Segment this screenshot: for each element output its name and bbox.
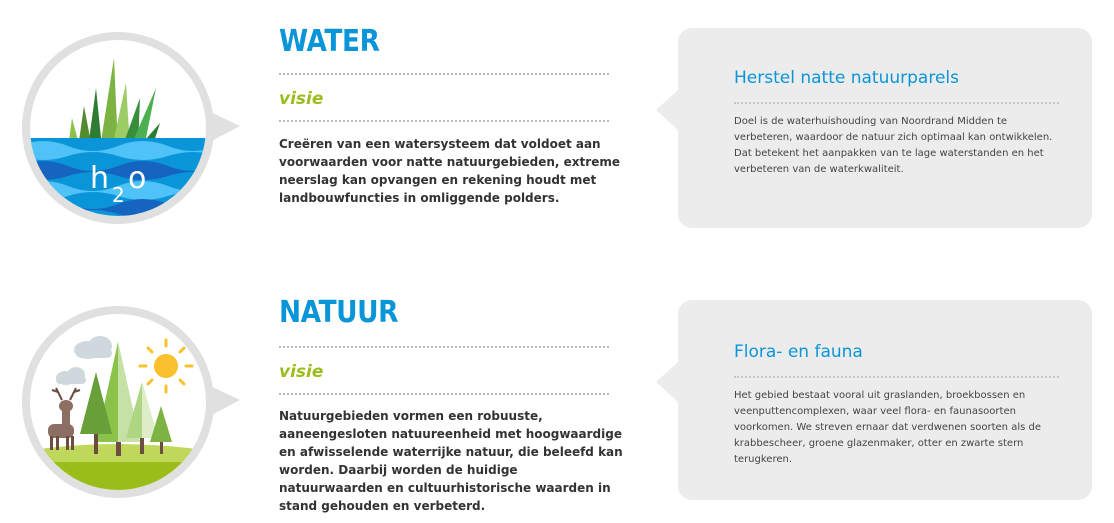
card-text-natuur: Het gebied bestaat vooral uit graslanden, broekbossen en veenputtencomplexen, waar veel flora- en faunasoorten voorkomen. We streven ernaar dat verdwenen soorten als de krabbescheer, groene glazenmaker, otter en zwarte stern terugkeren. — [734, 390, 1041, 465]
title-divider — [279, 346, 609, 348]
section-title-water: WATER — [279, 24, 380, 59]
visie-label-natuur: visie — [279, 362, 324, 382]
h2o-letter-2: 2 — [112, 183, 125, 207]
flora-fauna-card — [678, 300, 1092, 500]
natuur-vision-text: Natuurgebieden vormen een robuuste, aaneengesloten natuureenheid met hoogwaardige en afwisselende waterrijke natuur, die beleefd kan worden. Daarbij worden de huidige natuurwaarden en cultuurhistorische waarden in stand gehouden en verbeterd. — [279, 409, 623, 513]
water-vision-text: Creëren van een watersysteem dat voldoet aan voorwaarden voor natte natuurgebieden, extreme neerslag kan opvangen en rekening houdt met landbouwfuncties in omliggende polders. — [279, 137, 620, 205]
h2o-letter-o: o — [128, 161, 147, 196]
card-title-natuur: Flora- en fauna — [734, 342, 863, 362]
visie-divider — [279, 393, 609, 395]
section-title-natuur: NATUUR — [279, 295, 399, 330]
card-text-water: Doel is de waterhuishouding van Noordrand Midden te verbeteren, waardoor de natuur zich optimaal kan ontwikkelen. Dat betekent het aanpakken van te lage waterstanden en het verbeteren van de waterkwaliteit. — [734, 116, 1053, 175]
nature-forest-deer-icon — [18, 302, 248, 502]
card-pointer — [656, 362, 678, 402]
card-divider — [734, 376, 1059, 378]
visie-label-water: visie — [279, 89, 324, 109]
h2o-letter-h: h — [90, 161, 110, 196]
card-title-water: Herstel natte natuurparels — [734, 68, 959, 88]
